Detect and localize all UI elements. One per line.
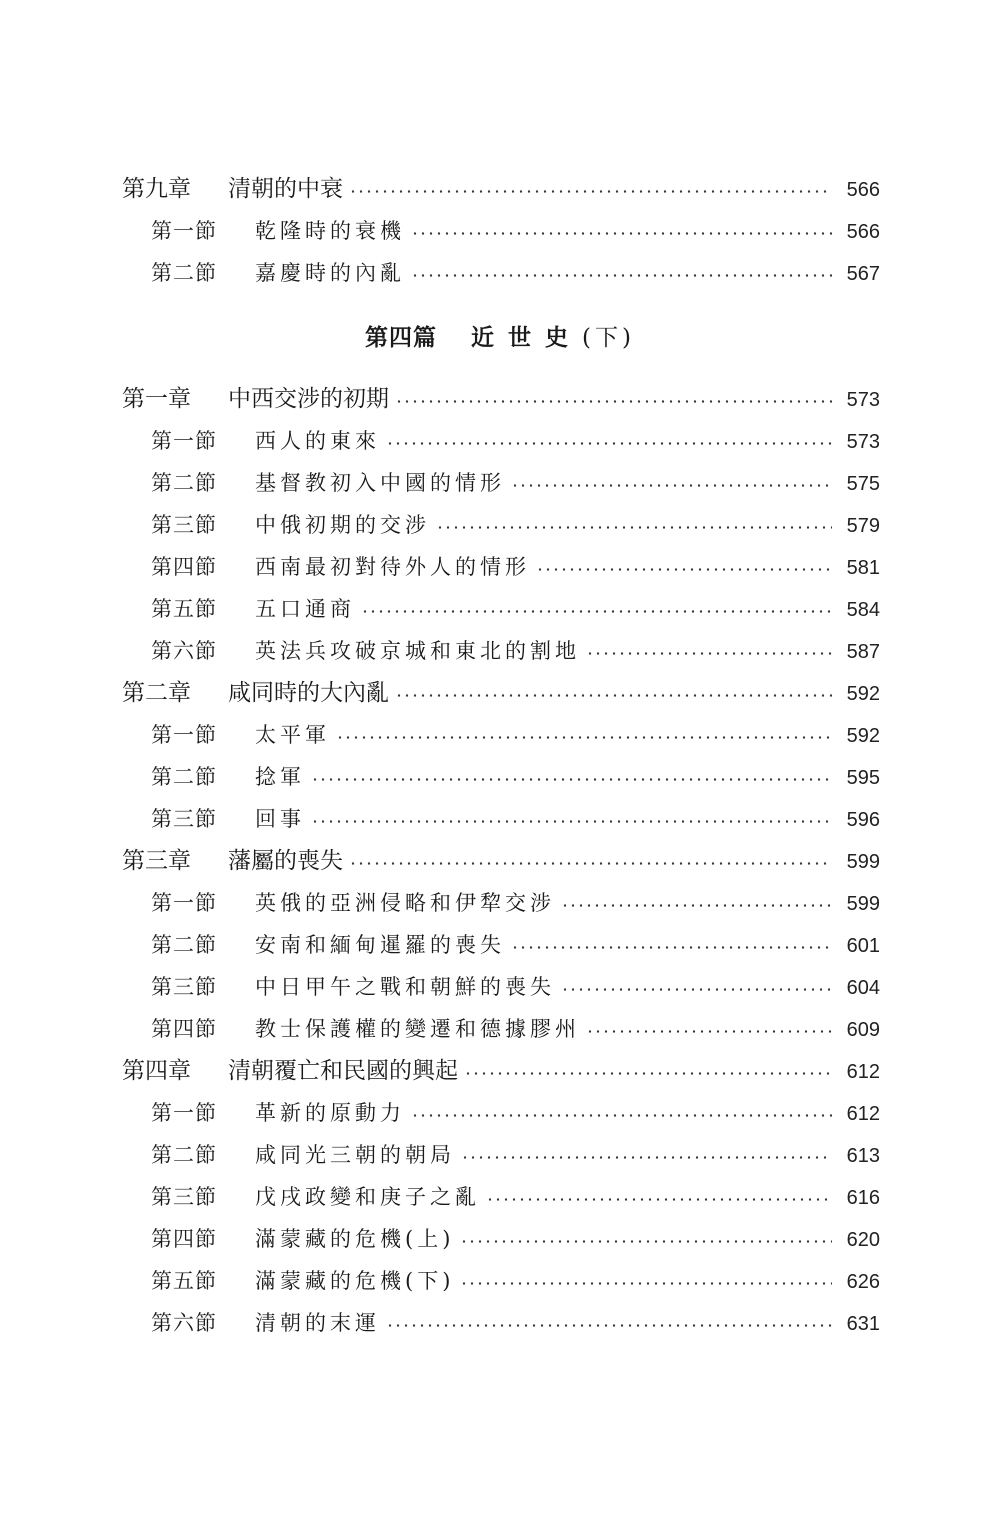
dot-leader — [586, 1030, 832, 1033]
dot-leader — [336, 736, 832, 739]
section-title: 革新的原動力 — [255, 1101, 405, 1125]
section-title: 咸同光三朝的朝局 — [255, 1143, 455, 1167]
dot-leader — [395, 694, 832, 697]
dot-leader — [460, 1282, 832, 1285]
section-number: 第二節 — [151, 471, 217, 495]
section-number: 第二節 — [151, 765, 217, 789]
toc-section-row — [122, 966, 880, 1008]
page-number: 575 — [846, 473, 880, 495]
section-number: 第五節 — [151, 597, 217, 621]
section-number: 第二節 — [151, 261, 217, 285]
page-number: 579 — [846, 515, 880, 537]
toc-chapter-row — [122, 1050, 880, 1092]
section-title: 基督教初入中國的情形 — [255, 471, 505, 495]
toc-section-row — [122, 1218, 880, 1260]
section-number: 第一節 — [151, 1101, 217, 1125]
toc-section-row — [122, 420, 880, 462]
dot-leader — [511, 946, 832, 949]
section-number: 第一節 — [151, 219, 217, 243]
dot-leader — [460, 1240, 832, 1243]
page-number: 584 — [846, 599, 880, 621]
dot-leader — [311, 778, 832, 781]
chapter-number: 第三章 — [122, 848, 191, 874]
section-number: 第三節 — [151, 513, 217, 537]
section-title: 教士保護權的變遷和德據膠州 — [255, 1017, 580, 1041]
section-number: 第二節 — [151, 1143, 217, 1167]
chapter-title: 咸同時的大內亂 — [228, 680, 389, 706]
toc-section-row — [122, 546, 880, 588]
toc-section-row — [122, 1008, 880, 1050]
toc-section-row — [122, 1260, 880, 1302]
dot-leader — [486, 1198, 832, 1201]
section-title: 英法兵攻破京城和東北的割地 — [255, 639, 580, 663]
section-number: 第五節 — [151, 1269, 217, 1293]
chapter-number: 第四章 — [122, 1058, 191, 1084]
page-number: 592 — [846, 683, 880, 705]
dot-leader — [411, 274, 832, 277]
section-title: 西南最初對待外人的情形 — [255, 555, 530, 579]
section-number: 第六節 — [151, 1311, 217, 1335]
dot-leader — [536, 568, 832, 571]
section-number: 第三節 — [151, 1185, 217, 1209]
section-title: 西人的東來 — [255, 429, 380, 453]
page-number: 566 — [846, 179, 880, 201]
dot-leader — [436, 526, 832, 529]
section-title: 五口通商 — [255, 597, 355, 621]
part-name: 近世史 — [471, 324, 583, 351]
toc-section-row — [122, 1302, 880, 1344]
section-title: 清朝的末運 — [255, 1311, 380, 1335]
toc-section-row — [122, 462, 880, 504]
page-number: 620 — [846, 1229, 880, 1251]
dot-leader — [411, 1114, 832, 1117]
toc-section-row — [122, 252, 880, 294]
dot-leader — [411, 232, 832, 235]
section-title: 安南和緬甸暹羅的喪失 — [255, 933, 505, 957]
section-title: 捻軍 — [255, 765, 305, 789]
toc-section-row — [122, 504, 880, 546]
page-number: 567 — [846, 263, 880, 285]
page-number: 581 — [846, 557, 880, 579]
page-number: 587 — [846, 641, 880, 663]
section-title: 英俄的亞洲侵略和伊犂交涉 — [255, 891, 555, 915]
dot-leader — [386, 442, 832, 445]
toc-section-row — [122, 714, 880, 756]
chapter-number: 第二章 — [122, 680, 191, 706]
toc-chapter-row — [122, 840, 880, 882]
page-number: 609 — [846, 1019, 880, 1041]
section-title: 滿蒙藏的危機(下) — [255, 1269, 455, 1293]
toc-chapter-row — [122, 672, 880, 714]
page-number: 592 — [846, 725, 880, 747]
part-paren: (下) — [582, 325, 635, 351]
section-number: 第二節 — [151, 933, 217, 957]
toc-section-row — [122, 588, 880, 630]
page-number: 631 — [846, 1313, 880, 1335]
section-title: 嘉慶時的內亂 — [255, 261, 405, 285]
section-title: 滿蒙藏的危機(上) — [255, 1227, 455, 1251]
toc-section-row — [122, 756, 880, 798]
chapter-title: 中西交涉的初期 — [228, 386, 389, 412]
section-number: 第六節 — [151, 639, 217, 663]
section-number: 第四節 — [151, 1227, 217, 1251]
toc-section-row — [122, 1092, 880, 1134]
dot-leader — [511, 484, 832, 487]
dot-leader — [395, 400, 832, 403]
chapter-title: 清朝覆亡和民國的興起 — [228, 1058, 458, 1084]
section-number: 第四節 — [151, 1017, 217, 1041]
section-title: 中俄初期的交涉 — [255, 513, 430, 537]
section-title: 太平軍 — [255, 723, 330, 747]
dot-leader — [461, 1156, 832, 1159]
toc-chapter-row — [122, 168, 880, 210]
section-number: 第三節 — [151, 975, 217, 999]
toc-group-part-three-end — [122, 168, 880, 294]
page-number: 604 — [846, 977, 880, 999]
section-title: 回事 — [255, 807, 305, 831]
chapter-number: 第一章 — [122, 386, 191, 412]
dot-leader — [464, 1072, 832, 1075]
toc-section-row — [122, 1134, 880, 1176]
page-number: 573 — [846, 431, 880, 453]
chapter-number: 第九章 — [122, 176, 191, 202]
page-number: 596 — [846, 809, 880, 831]
chapter-title: 藩屬的喪失 — [228, 848, 343, 874]
dot-leader — [561, 988, 832, 991]
page-number: 612 — [846, 1061, 880, 1083]
toc-section-row — [122, 210, 880, 252]
page-number: 613 — [846, 1145, 880, 1167]
page-number: 612 — [846, 1103, 880, 1125]
page-number: 616 — [846, 1187, 880, 1209]
page-number: 599 — [846, 893, 880, 915]
dot-leader — [349, 190, 832, 193]
toc-chapter-row — [122, 378, 880, 420]
toc-section-row — [122, 630, 880, 672]
part-heading — [0, 318, 1000, 358]
section-number: 第一節 — [151, 891, 217, 915]
toc-group-part-four — [122, 378, 880, 1344]
toc-section-row — [122, 882, 880, 924]
chapter-title: 清朝的中衰 — [228, 176, 343, 202]
dot-leader — [561, 904, 832, 907]
dot-leader — [586, 652, 832, 655]
page-number: 599 — [846, 851, 880, 873]
section-title: 乾隆時的衰機 — [255, 219, 405, 243]
page-number: 566 — [846, 221, 880, 243]
page-number: 595 — [846, 767, 880, 789]
section-number: 第四節 — [151, 555, 217, 579]
dot-leader — [361, 610, 832, 613]
dot-leader — [311, 820, 832, 823]
section-number: 第一節 — [151, 429, 217, 453]
section-title: 戊戌政變和庚子之亂 — [255, 1185, 480, 1209]
page-number: 601 — [846, 935, 880, 957]
toc-section-row — [122, 924, 880, 966]
page-number: 626 — [846, 1271, 880, 1293]
section-title: 中日甲午之戰和朝鮮的喪失 — [255, 975, 555, 999]
section-number: 第三節 — [151, 807, 217, 831]
toc-section-row — [122, 798, 880, 840]
part-label: 第四篇 — [365, 324, 438, 351]
page-number: 573 — [846, 389, 880, 411]
toc-section-row — [122, 1176, 880, 1218]
dot-leader — [386, 1324, 832, 1327]
dot-leader — [349, 862, 832, 865]
section-number: 第一節 — [151, 723, 217, 747]
